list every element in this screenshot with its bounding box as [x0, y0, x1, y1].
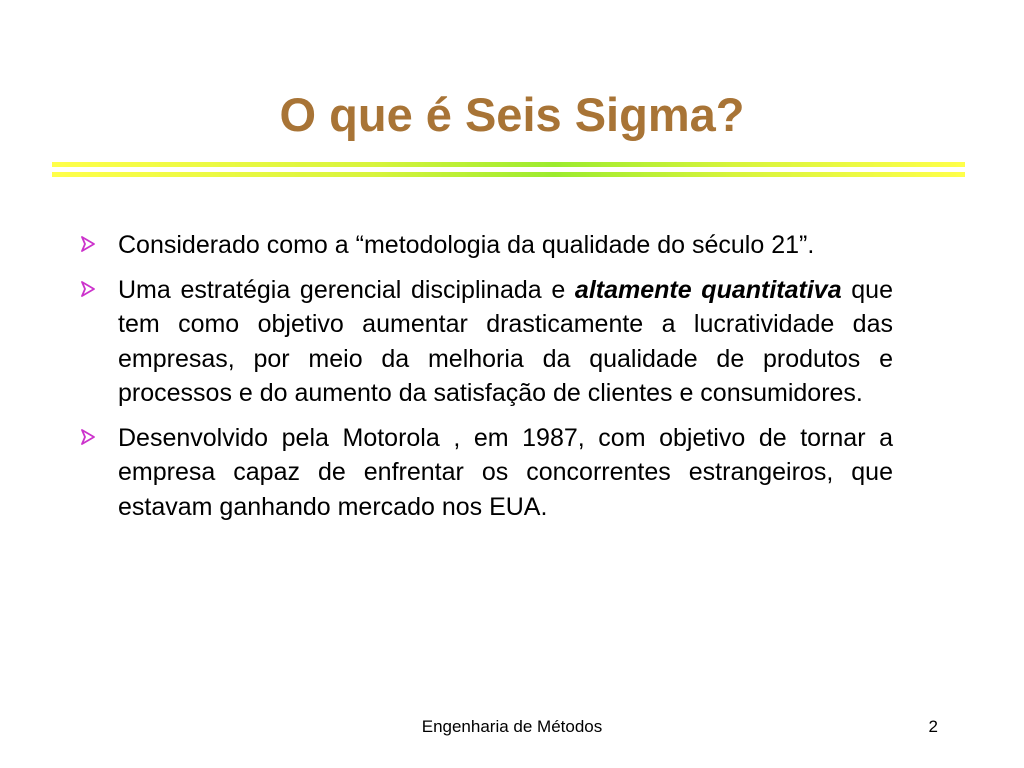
title-underline-bottom — [52, 172, 965, 177]
bullet-item — [78, 273, 893, 411]
arrow-bullet-icon — [80, 281, 96, 297]
bullet-item — [78, 421, 893, 525]
arrow-bullet-icon — [80, 429, 96, 445]
title-underline-top — [52, 162, 965, 167]
page-number: 2 — [928, 717, 938, 736]
bullet-text: Considerado como a “metodologia da qualidade do século 21”. — [118, 231, 815, 259]
slide-title: O que é Seis Sigma? — [279, 88, 745, 141]
slide-footer: Engenharia de Métodos — [421, 717, 603, 736]
bullet-text: Uma estratégia gerencial disciplinada e — [118, 275, 575, 304]
bullet-text: que tem como objetivo aumentar drasticamente a lucratividade das empresas, por meio da melhoria da qualidade de produtos e processos e do aumento da satisfação de clientes e consumidores. — [118, 275, 893, 407]
arrow-bullet-icon — [80, 236, 96, 252]
bullet-text: Desenvolvido pela Motorola , em 1987, com objetivo de tornar a empresa capaz de enfrentar os concorrentes estrangeiros, que estavam ganhando mercado nos EUA. — [118, 423, 893, 521]
bullet-list — [78, 228, 893, 534]
bullet-emphasis: altamente quantitativa — [574, 275, 842, 304]
bullet-item — [78, 228, 893, 263]
